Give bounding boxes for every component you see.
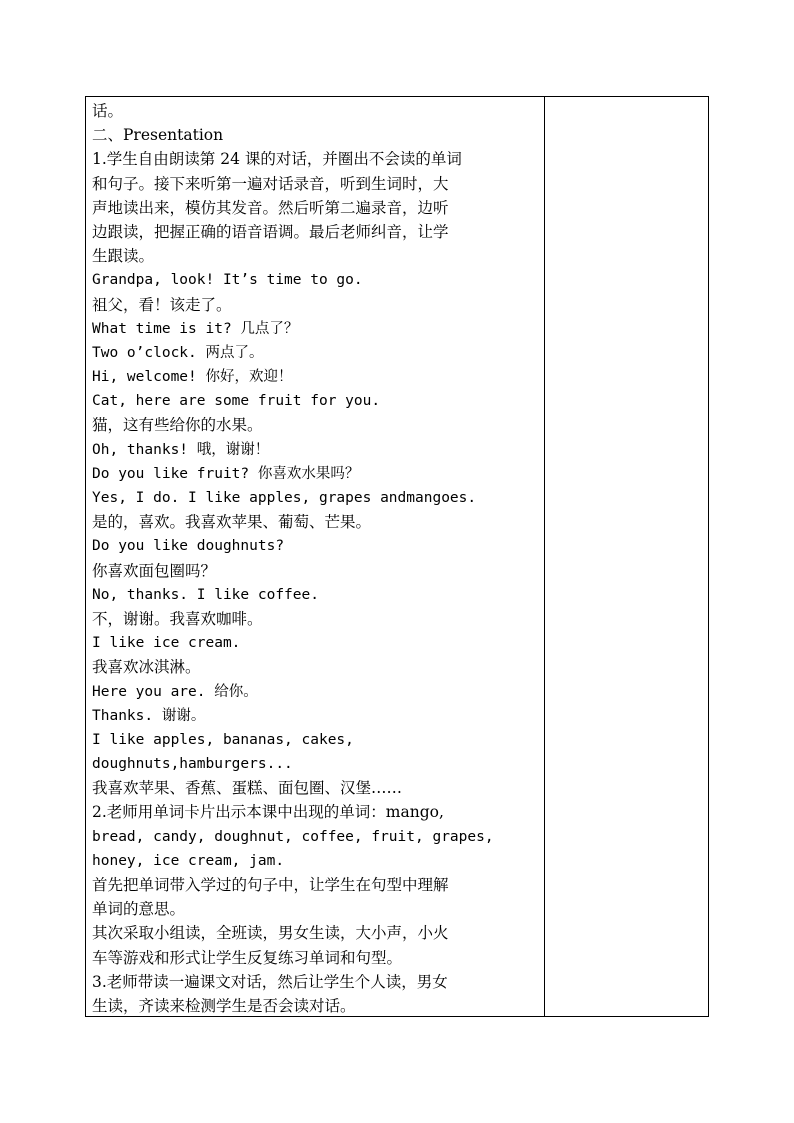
text-line: 3.老师带读一遍课文对话，然后让学生个人读，男女: [92, 972, 448, 991]
text-line: 1.学生自由朗读第 24 课的对话，并圈出不会读的单词: [92, 150, 462, 169]
dialogue-line: Grandpa, look! It’s time to go.: [92, 272, 363, 289]
dialogue-line: Here you are. 给你。: [92, 683, 258, 700]
notes-cell: [545, 97, 708, 1016]
translation-line: 是的，喜欢。我喜欢苹果、葡萄、芒果。: [92, 513, 372, 532]
dialogue-line: I like ice cream.: [92, 635, 241, 652]
dialogue-line: I like apples, bananas, cakes,: [92, 731, 354, 748]
dialogue-line: What time is it? 几点了？: [92, 320, 299, 337]
dialogue-line: Thanks. 谢谢。: [92, 707, 206, 724]
text-line: 声地读出来，模仿其发音。然后听第二遍录音，边听: [92, 198, 449, 217]
lesson-table: [85, 96, 709, 1017]
text-line: 首先把单词带入学过的句子中，让学生在句型中理解: [92, 876, 449, 894]
text-line: 2.老师用单词卡片出示本课中出现的单词：mango,: [92, 803, 444, 822]
dialogue-line: Yes, I do. I like apples, grapes andmangoes.: [92, 490, 477, 506]
text-line: 话。: [92, 102, 124, 120]
text-line: 生读，齐读来检测学生是否会读对话。: [92, 996, 356, 1015]
dialogue-line: Do you like doughnuts?: [92, 538, 285, 555]
word-list-line: bread, candy, doughnut, coffee, fruit, grapes,: [92, 828, 494, 845]
text-line: 生跟读。: [92, 247, 155, 266]
dialogue-line: No, thanks. I like coffee.: [92, 586, 319, 603]
dialogue-line: Hi, welcome! 你好，欢迎！: [92, 369, 293, 386]
text-line: 边跟读，把握正确的语音语调。最后老师纠音，让学: [92, 222, 449, 241]
translation-line: 你喜欢面包圈吗？: [92, 561, 217, 580]
text-line: 车等游戏和形式让学生反复练习单词和句型。: [92, 948, 403, 967]
translation-line: 猫，这有些给你的水果。: [92, 416, 263, 435]
text-line: 单词的意思。: [92, 900, 186, 919]
dialogue-line: doughnuts,hamburgers...: [92, 756, 293, 773]
dialogue-line: Cat, here are some fruit for you.: [92, 393, 381, 410]
text-line: 其次采取小组读，全班读，男女生读，大小声，小火: [92, 924, 449, 943]
word-list-line: honey, ice cream, jam.: [92, 852, 285, 869]
dialogue-line: Two o’clock. 两点了。: [92, 344, 264, 361]
lesson-content-cell: [86, 97, 545, 1016]
text-line: 和句子。接下来听第一遍对话录音，听到生词时，大: [92, 174, 449, 193]
section-heading: 二、Presentation: [92, 126, 224, 145]
translation-line: 我喜欢冰淇淋。: [92, 658, 201, 677]
dialogue-line: Oh, thanks! 哦，谢谢！: [92, 441, 270, 458]
translation-line: 不，谢谢。我喜欢咖啡。: [92, 609, 263, 628]
dialogue-line: Do you like fruit? 你喜欢水果吗？: [92, 465, 360, 482]
translation-line: 我喜欢苹果、香蕉、蛋糕、面包圈、汉堡……: [92, 779, 403, 798]
translation-line: 祖父，看！该走了。: [92, 295, 232, 314]
